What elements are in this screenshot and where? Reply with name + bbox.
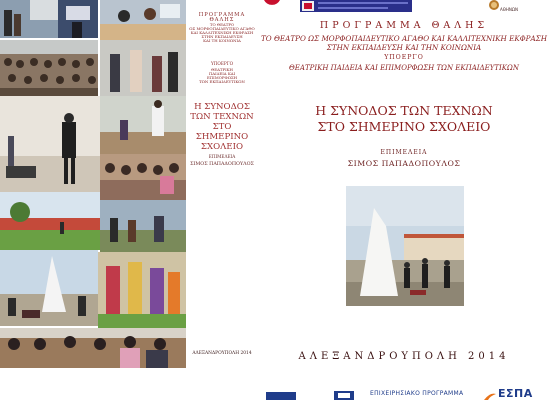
photo-outdoor-activity <box>100 96 186 154</box>
spine-book-title <box>186 103 258 152</box>
spine-subproject-label: ΥΠΟΕΡΓΟ <box>210 61 234 66</box>
photo-theatre-exercise <box>0 96 100 192</box>
operational-program-label: ΕΠΙΧΕΙΡΗΣΙΑΚΟ ΠΡΟΓΡΑΜΜΑ <box>370 390 464 397</box>
photo-speaker-podium <box>58 0 98 38</box>
athens-university-logo <box>486 0 522 14</box>
spine-title-line: ΣΤΟ ΣΗΜΕΡΙΝΟ <box>195 121 249 142</box>
project-title <box>258 34 550 52</box>
spine-project-line: ΤΟ ΘΕΑΤΡΟ <box>209 22 235 27</box>
photo-school-yard <box>0 192 100 250</box>
photo-participants-hall <box>100 40 186 96</box>
photo-group-portrait <box>0 328 186 368</box>
photo-seated-group <box>100 154 186 200</box>
university-logo-icon <box>262 0 282 11</box>
logo-right-caption: ΑΘΗΝΩΝ <box>500 7 518 12</box>
institution-banner-logo-icon <box>300 0 412 12</box>
spine-project-line: ΩΣ ΜΟΡΦΟΠΑΙΔΕΥΤΙΚΟ ΑΓΑΘΟ <box>189 26 255 32</box>
photo-workshop-table <box>100 0 186 40</box>
espa-logo-text: ΕΣΠΑ <box>498 387 533 400</box>
spine-project-title <box>186 23 258 43</box>
spine-editor-label: ΕΠΙΜΕΛΕΙΑ <box>208 154 236 159</box>
cover-photo-performance <box>346 186 464 306</box>
book-title <box>258 103 550 136</box>
funding-logos-bar <box>258 387 550 400</box>
spine-editor-name: ΣΙΜΟΣ ΠΑΠΑΔΟΠΟΥΛΟΣ <box>190 162 254 167</box>
spine-subproject-line: ΤΩΝ ΕΚΠΑΙΔΕΥΤΙΚΩΝ <box>199 79 245 85</box>
subproject-label: ΥΠΟΕΡΓΟ <box>384 54 424 61</box>
spine-program-name: ΠΡΟΓΡΑΜΜΑ ΘΑΛΗΣ <box>198 12 246 24</box>
photo-draped-performance <box>0 250 98 326</box>
operational-program-logo-icon <box>334 391 354 400</box>
spine-subproject-line: ΠΑΙΔΕΙΑ ΚΑΙ <box>208 71 236 77</box>
spine-title-line: ΤΩΝ ΤΕΧΝΩΝ <box>190 111 254 122</box>
spine-subproject-title <box>186 68 258 84</box>
editor-label: ΕΠΙΜΕΛΕΙΑ <box>380 149 428 156</box>
subproject-title: ΘΕΑΤΡΙΚΗ ΠΑΙΔΕΙΑ ΚΑΙ ΕΠΙΜΟΡΦΩΣΗ ΤΩΝ ΕΚΠΑΙΔΕΥΤΙΚΩΝ <box>289 64 519 72</box>
city-year: ΑΛΕΞΑΝΔΡΟΥΠΟΛΗ 2014 <box>298 351 510 362</box>
book-title-line: ΣΤΟ ΣΗΜΕΡΙΝΟ ΣΧΟΛΕΙΟ <box>317 119 491 135</box>
program-name: ΠΡΟΓΡΑΜΜΑ ΘΑΛΗΣ <box>319 20 489 31</box>
front-cover <box>258 0 550 400</box>
spine-project-line: ΚΑΙ ΤΗ ΚΟΙΝΩΝΙΑ <box>203 38 241 44</box>
project-line: ΣΤΗΝ ΕΚΠΑΙΔΕΥΣΗ ΚΑΙ ΤΗΝ ΚΟΙΝΩΝΙΑ <box>326 43 482 52</box>
photo-audience-auditorium <box>0 40 98 96</box>
spine-subproject-line: ΘΕΑΤΡΙΚΗ <box>211 67 233 72</box>
photo-outdoor-crowd <box>100 200 186 252</box>
spine-project-line: ΚΑΙ ΚΑΛΛΙΤΕΧΝΙΚΗ ΕΚΦΡΑΣΗ <box>190 30 254 36</box>
spine-project-line: ΣΤΗΝ ΕΚΠΑΙΔΕΥΣΗ <box>201 34 243 40</box>
eu-flag-icon <box>266 392 296 400</box>
spine-title-line: Η ΣΥΝΟΔΟΣ <box>194 102 250 112</box>
espa-flame-icon <box>484 392 496 400</box>
spine-city-year: ΑΛΕΞΑΝΔΡΟΥΠΟΛΗ 2014 <box>192 351 252 356</box>
spine-subproject-line: ΕΠΙΜΟΡΦΩΣΗ <box>206 75 238 81</box>
back-cover-photo-collage <box>0 0 186 368</box>
book-spine <box>186 0 258 368</box>
photo-seminar-lecture <box>0 0 58 38</box>
spine-title-line: ΣΧΟΛΕΙΟ <box>200 141 244 152</box>
book-title-line: Η ΣΥΝΟΔΟΣ ΤΩΝ ΤΕΧΝΩΝ <box>315 103 493 118</box>
editor-name: ΣΙΜΟΣ ΠΑΠΑΔΟΠΟΥΛΟΣ <box>347 159 461 168</box>
photo-costumed-actors <box>98 252 186 328</box>
project-line: ΤΟ ΘΕΑΤΡΟ ΩΣ ΜΟΡΦΟΠΑΙΔΕΥΤΙΚΟ ΑΓΑΘΟ ΚΑΙ ΚΑΛΛΙΤΕΧΝΙΚΗ ΕΚΦΡΑΣΗ <box>261 34 547 43</box>
